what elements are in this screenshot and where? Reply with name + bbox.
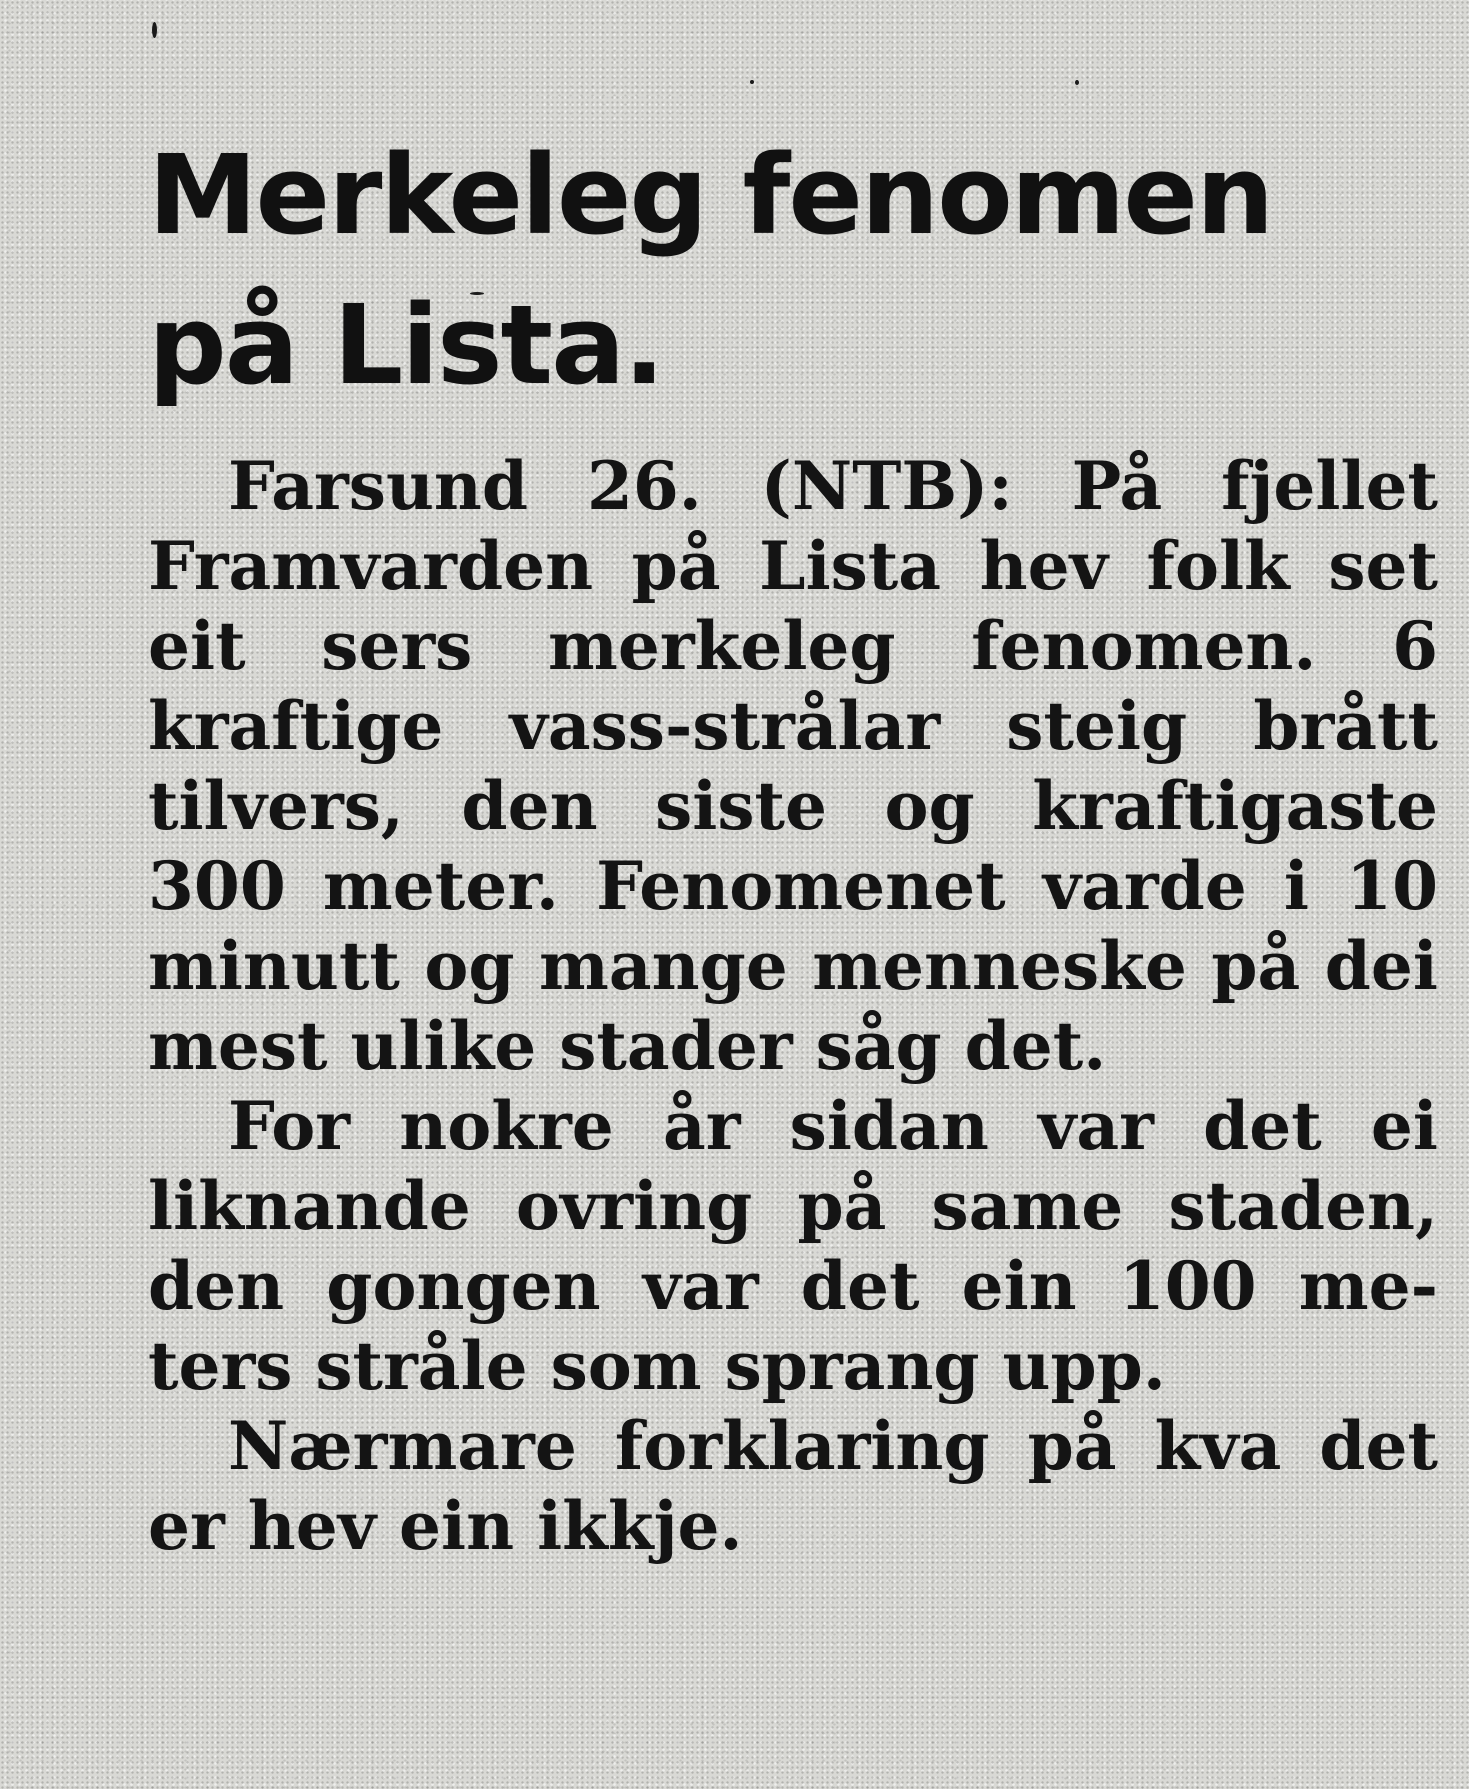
article	[148, 120, 1438, 1566]
paragraph-1: Farsund 26. (NTB): På fjellet Framvarden på Lista hev folk set eit sers merkeleg fenomen. 6 kraftige vass-strålar steig brått tilvers, den siste og kraftigaste 300 meter. Fenomenet varde i 10 minutt og mange menneske på dei mest ulike stader såg det.	[148, 447, 1438, 1085]
paragraph-3: Nærmare forklaring på kva det er hev ein ikkje.	[148, 1407, 1438, 1565]
paragraph-2: For nokre år sidan var det ei liknande ovring på same staden, den gongen var det ein 100 meters stråle som sprang upp.	[148, 1087, 1438, 1405]
print-speck	[750, 80, 754, 84]
headline: Merkeleg fenomen på Lista.	[148, 131, 1273, 409]
article-body	[148, 446, 1438, 1566]
print-speck	[1075, 80, 1079, 85]
print-speck	[152, 22, 157, 38]
